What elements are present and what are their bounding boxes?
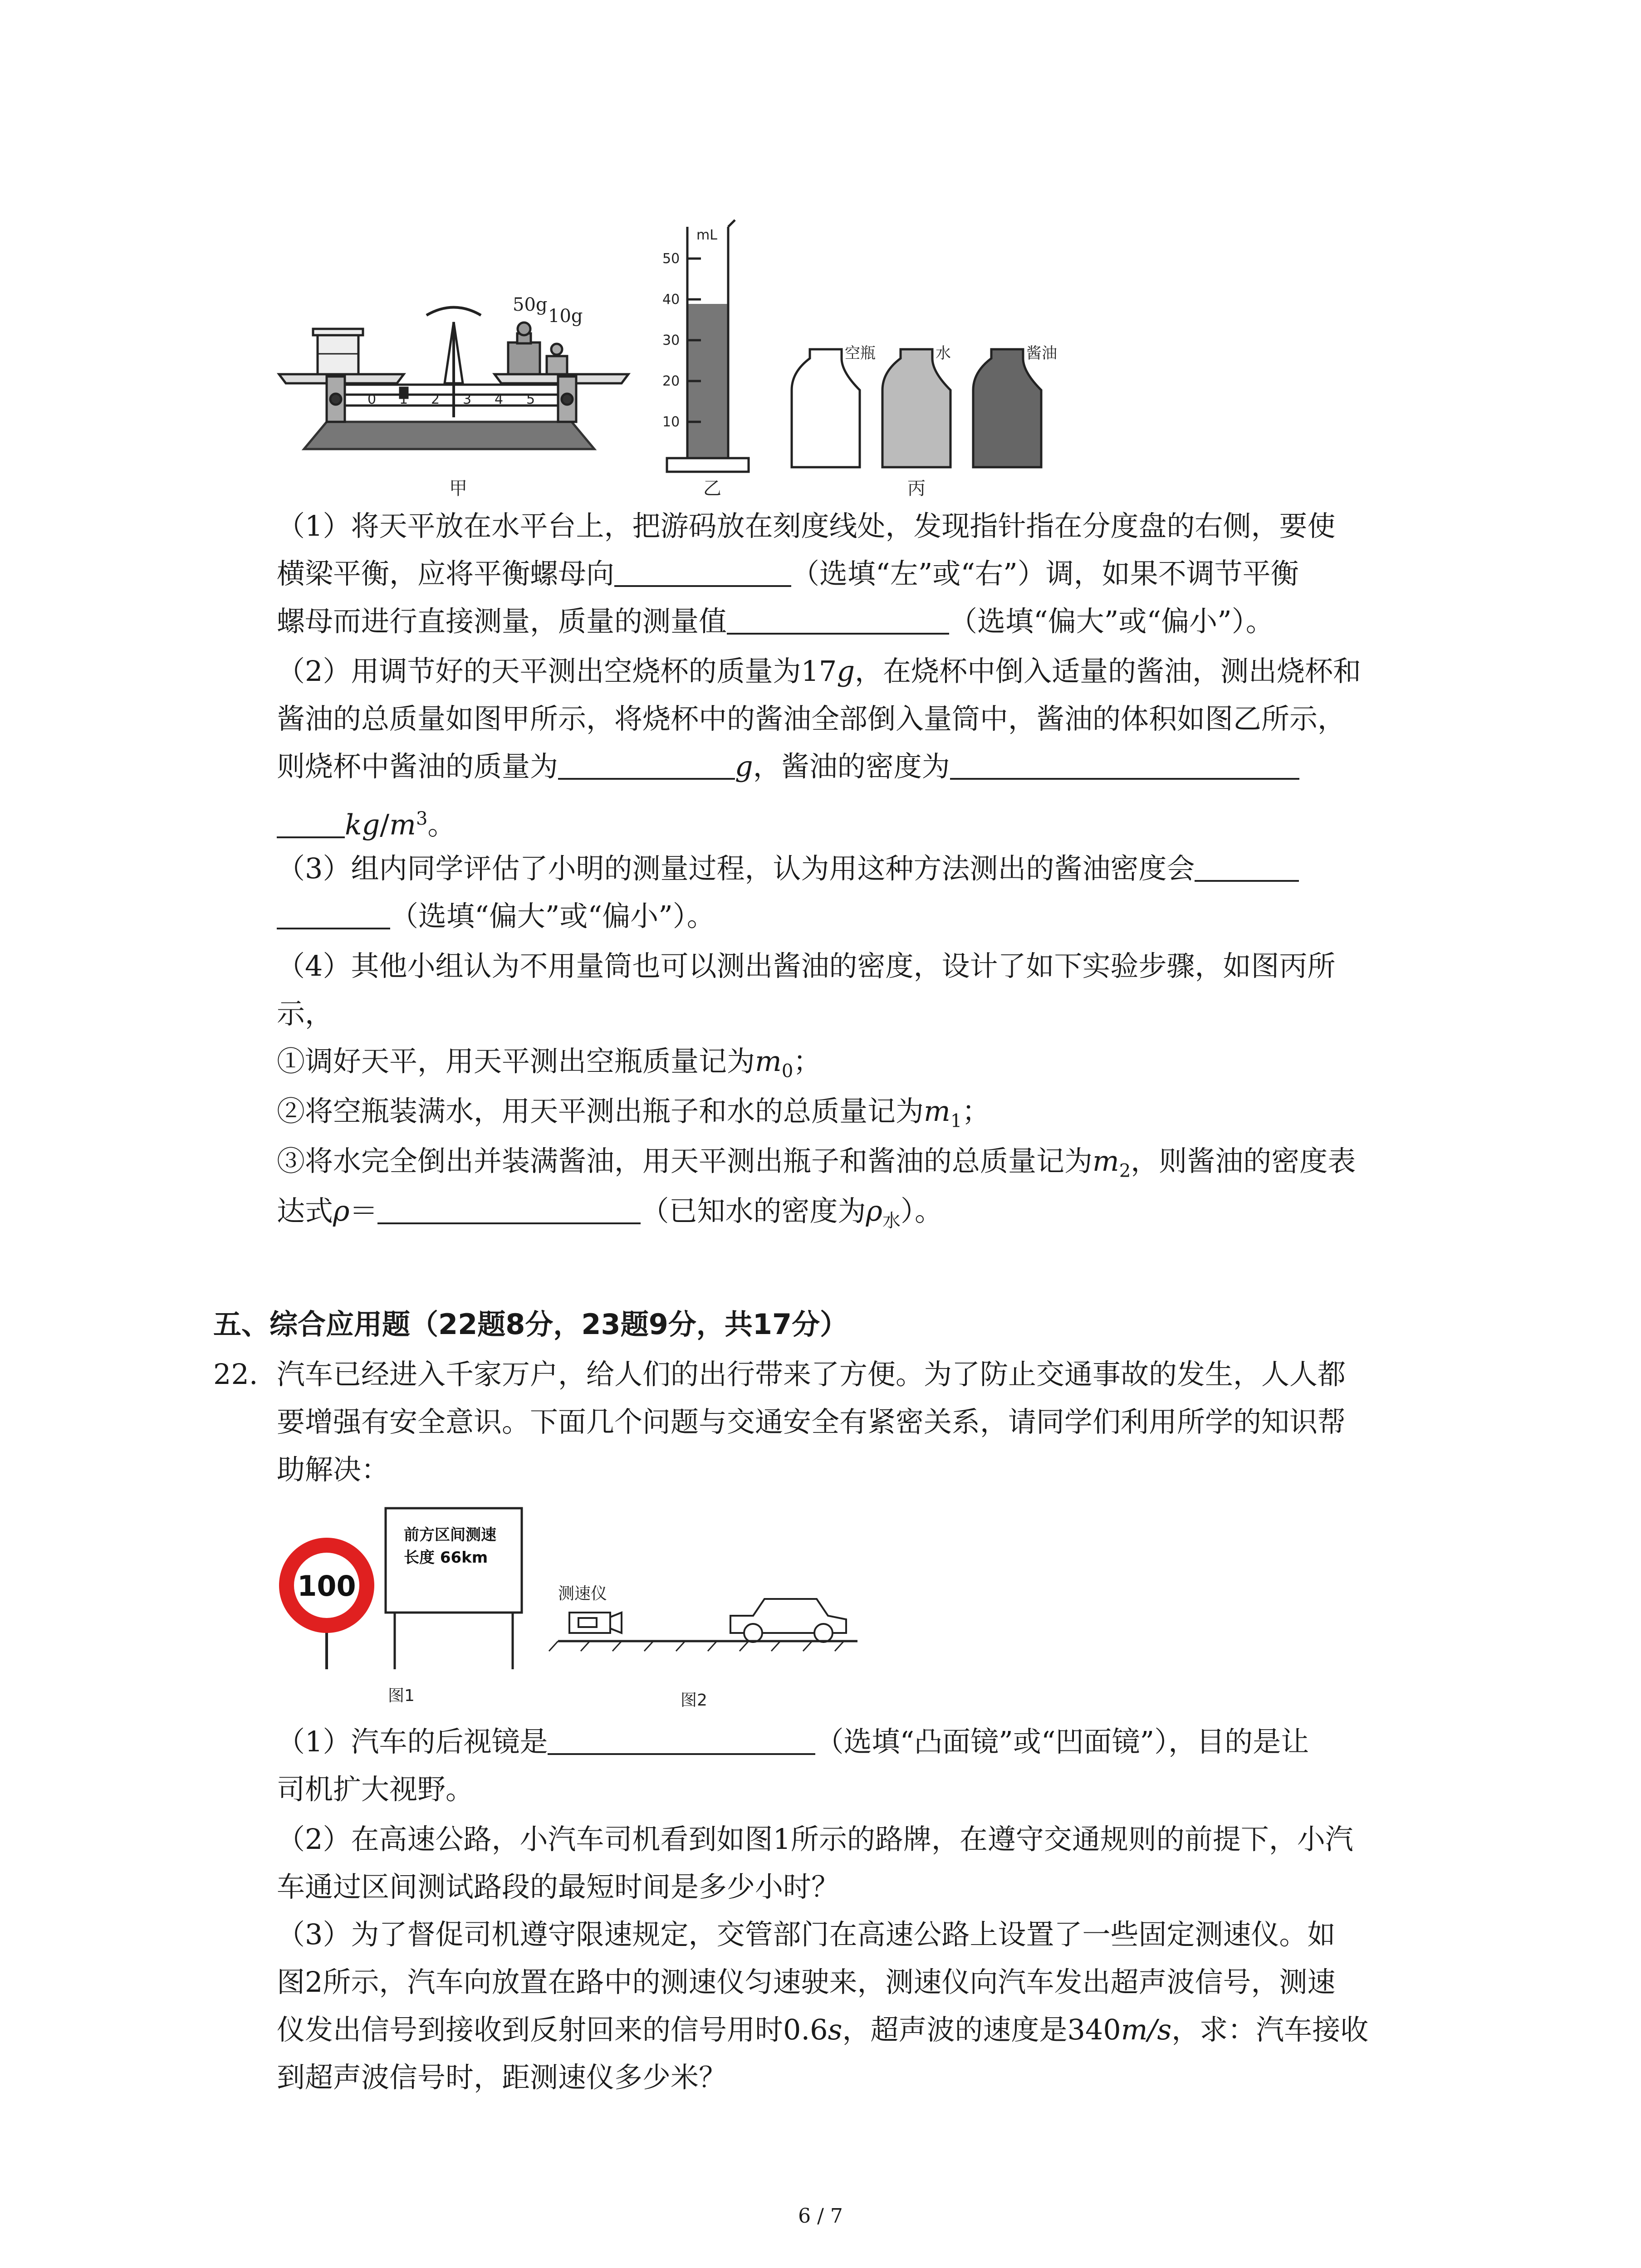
text: 螺母而进行直接测量，质量的测量值 xyxy=(277,605,727,638)
text: ③将水完全倒出并装满酱油，用天平测出瓶子和酱油的总质量记为 xyxy=(277,1144,1093,1178)
car-icon xyxy=(730,1599,846,1642)
text: （1）将天平放在水平台上，把游码放在刻度线处，发现指针指在分度盘的右侧，要使 xyxy=(277,509,1336,543)
answer-blank-oil-density[interactable] xyxy=(950,751,1299,780)
subscript: 水 xyxy=(882,1210,901,1232)
bottle-water xyxy=(882,349,950,467)
scale-tick: 1 xyxy=(399,391,408,407)
text: 示， xyxy=(277,997,333,1030)
q21-step3 xyxy=(277,1143,1356,1189)
text: 图2所示，汽车向放置在路中的测速仪匀速驶来，测速仪向汽车发出超声波信号，测速 xyxy=(277,1965,1336,1999)
board-text-line1: 前方区间测速 xyxy=(404,1526,496,1544)
text: ②将空瓶装满水，用天平测出瓶子和水的总质量记为 xyxy=(277,1095,924,1128)
q22-part3-line3 xyxy=(277,2012,1368,2048)
scale-tick: 2 xyxy=(431,391,440,407)
caption-fig1: 图1 xyxy=(388,1686,415,1705)
weight-10g-label: 10g xyxy=(548,306,583,327)
text: （3）为了督促司机遵守限速规定，交管部门在高速公路上设置了一些固定测速仪。如 xyxy=(277,1918,1336,1951)
cylinder-unit: mL xyxy=(696,227,717,243)
q22-intro-line3 xyxy=(277,1452,389,1488)
unit-g: g xyxy=(735,750,753,783)
q21-step1 xyxy=(277,1043,821,1089)
bottle-empty xyxy=(792,349,860,467)
text: ，在烧杯中倒入适量的酱油，测出烧杯和 xyxy=(855,655,1362,688)
answer-blank-oil-density-cont[interactable] xyxy=(277,809,345,838)
scale-tick: 0 xyxy=(367,391,377,407)
cylinder-tick: 10 xyxy=(662,414,680,430)
subscript: 2 xyxy=(1119,1160,1131,1182)
speed-limit-sign xyxy=(279,1538,374,1669)
label-water-bottle: 水 xyxy=(936,344,951,362)
text: 要增强有安全意识。下面几个问题与交通安全有紧密关系，请同学们利用所学的知识帮 xyxy=(277,1405,1346,1438)
caption-fig2: 图2 xyxy=(681,1691,707,1710)
text: ）。 xyxy=(900,1194,943,1227)
q21-part4-line2 xyxy=(277,996,333,1032)
q21-part1-line2 xyxy=(277,556,1299,592)
answer-blank-oil-mass[interactable] xyxy=(558,751,735,780)
text: 。 xyxy=(427,808,456,841)
q21-part1-line1 xyxy=(277,508,1335,544)
cylinder-tick: 50 xyxy=(662,251,680,267)
speed-detector-label: 测速仪 xyxy=(558,1584,607,1603)
text: 到超声波信号时，距测速仪多少米？ xyxy=(277,2061,727,2094)
figure-balance-cylinder-bottles xyxy=(272,213,1089,513)
q21-part4-line1 xyxy=(277,948,1335,984)
answer-blank-direction[interactable] xyxy=(614,558,791,587)
exponent: 3 xyxy=(416,808,428,829)
text: （2）用调节好的天平测出空烧杯的质量为17 xyxy=(277,655,837,688)
text: （1）汽车的后视镜是 xyxy=(277,1725,548,1758)
q21-part3-line1 xyxy=(277,850,1299,887)
text: ＝ xyxy=(349,1194,378,1227)
q22-part1-line2 xyxy=(277,1771,474,1808)
text: ，则酱油的密度表 xyxy=(1131,1144,1356,1178)
q22-part3-line2 xyxy=(277,1964,1335,2000)
text: （选填“凸面镜”或“凹面镜”），目的是让 xyxy=(815,1725,1309,1758)
q21-part3-line2 xyxy=(277,898,715,934)
var-m: m xyxy=(924,1095,950,1128)
q21-part1-line3 xyxy=(277,603,1274,640)
q21-part2-line1 xyxy=(277,653,1361,689)
text: 仪发出信号到接收到反射回来的信号用时0.6 xyxy=(277,2013,828,2046)
text: （4）其他小组认为不用量筒也可以测出酱油的密度，设计了如下实验步骤，如图丙所 xyxy=(277,949,1336,982)
answer-blank-density-expression[interactable] xyxy=(377,1195,641,1224)
q22-intro-line1 xyxy=(277,1356,1346,1393)
scale-tick: 3 xyxy=(463,391,472,407)
q21-step2 xyxy=(277,1093,990,1139)
text: 酱油的总质量如图甲所示，将烧杯中的酱油全部倒入量筒中，酱油的体积如图乙所示， xyxy=(277,702,1346,735)
q22-part3-line4 xyxy=(277,2059,727,2096)
text: ①调好天平，用天平测出空瓶质量记为 xyxy=(277,1045,755,1078)
speed-detector xyxy=(569,1613,622,1633)
text: （3）组内同学评估了小明的测量过程，认为用这种方法测出的酱油密度会 xyxy=(277,852,1195,885)
q21-step4 xyxy=(277,1193,943,1239)
page-number: 6 / 7 xyxy=(798,2204,843,2228)
bottle-oil xyxy=(973,349,1041,467)
speed-limit-value: 100 xyxy=(297,1569,356,1603)
answer-blank-mirror-type[interactable] xyxy=(548,1726,815,1755)
section-5-title: 五、综合应用题（22题8分，23题9分，共17分） xyxy=(213,1308,848,1341)
q22-part3-line1 xyxy=(277,1916,1335,1953)
var-m: m xyxy=(1092,1144,1119,1178)
text: ，酱油的密度为 xyxy=(753,750,950,783)
text: ，求：汽车接收 xyxy=(1171,2013,1369,2046)
q22-part2-line2 xyxy=(277,1869,839,1905)
text: （已知水的密度为 xyxy=(641,1194,866,1227)
caption-bing: 丙 xyxy=(907,478,926,499)
unit-s: s xyxy=(828,2013,843,2046)
cylinder-tick: 40 xyxy=(662,292,680,308)
unit-g: g xyxy=(837,655,855,688)
var-m: m xyxy=(755,1045,782,1078)
text: ； xyxy=(793,1045,822,1078)
text: ，超声波的速度是340 xyxy=(842,2013,1121,2046)
caption-yi: 乙 xyxy=(703,478,721,499)
answer-blank-density-eval[interactable] xyxy=(1195,853,1299,882)
road xyxy=(549,1641,857,1651)
q21-part2-line2 xyxy=(277,701,1346,737)
cylinder-tick: 20 xyxy=(662,373,680,389)
text: 横梁平衡，应将平衡螺母向 xyxy=(277,557,615,590)
subscript: 1 xyxy=(950,1110,962,1132)
q21-part2-line4: $kg/m^3$。 xyxy=(277,801,456,843)
caption-jia: 甲 xyxy=(449,478,467,499)
unit-m-per-s: m/s xyxy=(1121,2013,1172,2046)
weight-50g-label: 50g xyxy=(513,294,548,315)
text: （选填“左”或“右”）调，如果不调节平衡 xyxy=(791,557,1299,590)
text: 达式 xyxy=(277,1194,333,1227)
q22-intro-line2 xyxy=(277,1404,1346,1440)
figure-road-sign-and-speed-detector xyxy=(272,1497,907,1724)
var-rho: ρ xyxy=(866,1194,882,1227)
cylinder-tick: 30 xyxy=(662,332,680,348)
text: 车通过区间测试路段的最短时间是多少小时？ xyxy=(277,1870,840,1903)
text: （选填“偏大”或“偏小”）。 xyxy=(949,605,1274,638)
text: 司机扩大视野。 xyxy=(277,1773,474,1806)
unit-kg: kg xyxy=(345,808,380,841)
var-rho: ρ xyxy=(333,1194,350,1227)
text: ； xyxy=(962,1095,990,1128)
unit-m: m xyxy=(389,808,416,841)
label-oil-bottle: 酱油 xyxy=(1026,344,1057,362)
board-text-line2: 长度 66km xyxy=(404,1549,488,1567)
text: 汽车已经进入千家万户，给人们的出行带来了方便。为了防止交通事故的发生，人人都 xyxy=(277,1358,1346,1391)
label-empty-bottle: 空瓶 xyxy=(845,344,876,362)
text: 则烧杯中酱油的质量为 xyxy=(277,750,558,783)
text: （选填“偏大”或“偏小”）。 xyxy=(390,899,715,933)
text: 助解决： xyxy=(277,1453,390,1486)
scale-tick: 4 xyxy=(495,391,504,407)
answer-blank-measurement[interactable] xyxy=(727,606,949,635)
q21-part2-line3 xyxy=(277,748,1299,785)
q22-part1-line1 xyxy=(277,1724,1309,1760)
answer-blank-density-eval-cont[interactable] xyxy=(277,900,390,929)
balance-diagram xyxy=(279,308,628,450)
subscript: 0 xyxy=(781,1061,794,1082)
q22-part2-line1 xyxy=(277,1821,1353,1857)
text: （2）在高速公路，小汽车司机看到如图1所示的路牌，在遵守交通规则的前提下，小汽 xyxy=(277,1823,1353,1856)
scale-tick: 5 xyxy=(526,391,535,407)
question-number-22: 22. xyxy=(213,1358,258,1391)
